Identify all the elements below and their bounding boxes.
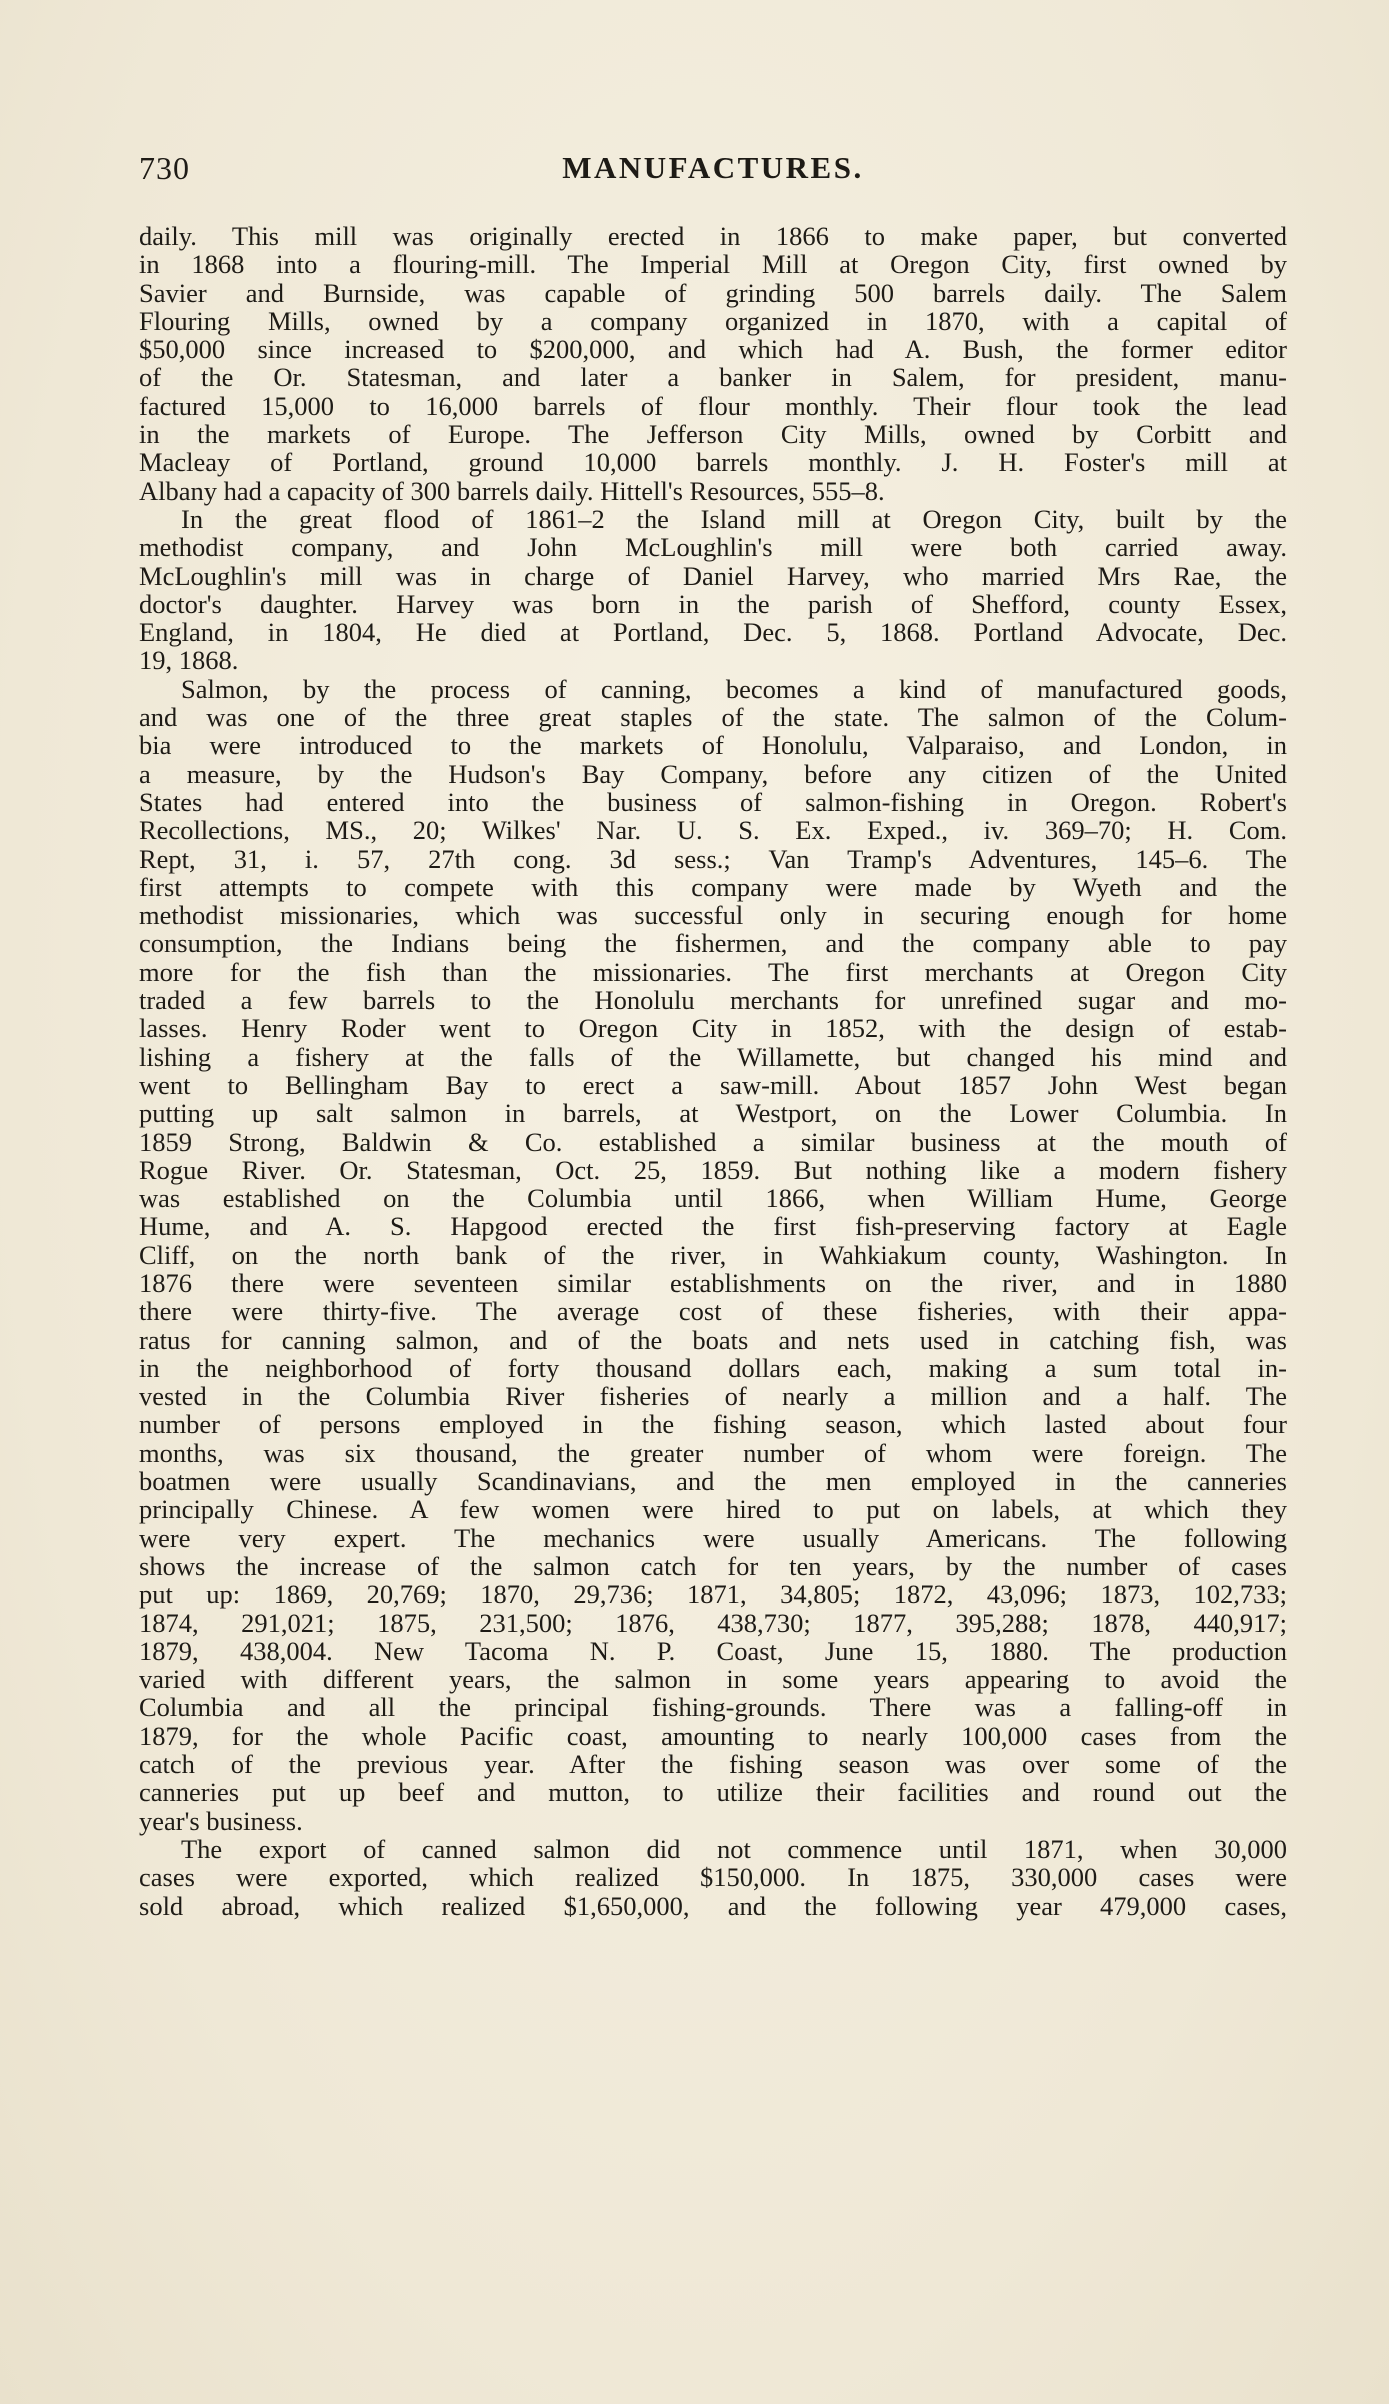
text-line: putting up salt salmon in barrels, at Westport, on the Lower Columbia. In [139, 1098, 1287, 1129]
text-line: Albany had a capacity of 300 barrels daily. Hittell's Resources, 555–8. [139, 475, 885, 506]
text-line: lishing a fishery at the falls of the Willamette, but changed his mind and [139, 1041, 1287, 1072]
text-line: 1876 there were seventeen similar establishments on the river, and in 1880 [139, 1267, 1287, 1298]
text-line: in the markets of Europe. The Jefferson City Mills, owned by Corbitt and [139, 419, 1287, 450]
text-line: $50,000 since increased to $200,000, and which had A. Bush, the former editor [139, 334, 1287, 365]
text-line: principally Chinese. A few women were hired to put on labels, at which they [139, 1494, 1287, 1525]
text-line: 1859 Strong, Baldwin & Co. established a similar business at the mouth of [139, 1126, 1287, 1157]
text-line: Flouring Mills, owned by a company organized in 1870, with a capital of [139, 305, 1287, 336]
text-line: ratus for canning salmon, and of the boats and nets used in catching fish, was [139, 1324, 1287, 1355]
text-line: cases were exported, which realized $150,000. In 1875, 330,000 cases were [139, 1862, 1287, 1893]
text-line: vested in the Columbia River fisheries of nearly a million and a half. The [139, 1381, 1287, 1412]
text-line: 1879, 438,004. New Tacoma N. P. Coast, June 15, 1880. The production [139, 1635, 1287, 1666]
text-line: McLoughlin's mill was in charge of Daniel Harvey, who married Mrs Rae, the [139, 560, 1287, 591]
text-line: Recollections, MS., 20; Wilkes' Nar. U. S. Ex. Exped., iv. 369–70; H. Com. [139, 815, 1287, 846]
text-line: States had entered into the business of salmon-fishing in Oregon. Robert's [139, 786, 1287, 817]
text-line: in 1868 into a flouring-mill. The Imperial Mill at Oregon City, first owned by [139, 249, 1287, 280]
text-line: of the Or. Statesman, and later a banker in Salem, for president, manu- [139, 362, 1287, 393]
text-line: Macleay of Portland, ground 10,000 barrels monthly. J. H. Foster's mill at [139, 447, 1287, 478]
text-line: factured 15,000 to 16,000 barrels of flour monthly. Their flour took the lead [139, 390, 1287, 421]
text-line: Salmon, by the process of canning, becomes a kind of manufactured goods, [181, 673, 1287, 704]
text-line: 1879, for the whole Pacific coast, amounting to nearly 100,000 cases from the [139, 1720, 1287, 1751]
text-line: varied with different years, the salmon in some years appearing to avoid the [139, 1664, 1287, 1695]
text-line: Columbia and all the principal fishing-grounds. There was a falling-off in [139, 1692, 1287, 1723]
text-line: 1874, 291,021; 1875, 231,500; 1876, 438,730; 1877, 395,288; 1878, 440,917; [139, 1607, 1287, 1638]
text-line: in the neighborhood of forty thousand dollars each, making a sum total in- [139, 1352, 1287, 1383]
text-line: boatmen were usually Scandinavians, and the men employed in the canneries [139, 1466, 1287, 1497]
text-line: number of persons employed in the fishing season, which lasted about four [139, 1409, 1287, 1440]
text-line: year's business. [139, 1805, 303, 1836]
text-line: a measure, by the Hudson's Bay Company, before any citizen of the United [139, 758, 1287, 789]
text-line: and was one of the three great staples of the state. The salmon of the Colum- [139, 702, 1287, 733]
text-line: Hume, and A. S. Hapgood erected the first fish-preserving factory at Eagle [139, 1211, 1287, 1242]
text-line: first attempts to compete with this company were made by Wyeth and the [139, 871, 1287, 902]
text-line: catch of the previous year. After the fishing season was over some of the [139, 1749, 1287, 1780]
text-line: shows the increase of the salmon catch for ten years, by the number of cases [139, 1550, 1287, 1581]
text-line: consumption, the Indians being the fishermen, and the company able to pay [139, 928, 1287, 959]
text-line: The export of canned salmon did not commence until 1871, when 30,000 [181, 1833, 1287, 1864]
page-header [139, 150, 1287, 200]
text-line: Rept, 31, i. 57, 27th cong. 3d sess.; Van Tramp's Adventures, 145–6. The [139, 843, 1287, 874]
text-line: bia were introduced to the markets of Honolulu, Valparaiso, and London, in [139, 730, 1287, 761]
text-line: months, was six thousand, the greater number of whom were foreign. The [139, 1437, 1287, 1468]
text-line: there were thirty-five. The average cost of these fisheries, with their appa- [139, 1296, 1287, 1327]
text-line: Cliff, on the north bank of the river, in Wahkiakum county, Washington. In [139, 1239, 1287, 1270]
text-line: canneries put up beef and mutton, to utilize their facilities and round out the [139, 1777, 1287, 1808]
text-line: lasses. Henry Roder went to Oregon City in 1852, with the design of estab- [139, 1013, 1287, 1044]
text-line: England, in 1804, He died at Portland, Dec. 5, 1868. Portland Advocate, Dec. [139, 617, 1287, 648]
text-line: methodist missionaries, which was successful only in securing enough for home [139, 900, 1287, 931]
text-line: methodist company, and John McLoughlin's mill were both carried away. [139, 532, 1287, 563]
text-line: daily. This mill was originally erected in 1866 to make paper, but converted [139, 221, 1287, 251]
running-title: MANUFACTURES. [562, 150, 864, 185]
text-line: traded a few barrels to the Honolulu merchants for unrefined sugar and mo- [139, 985, 1287, 1016]
text-line: Rogue River. Or. Statesman, Oct. 25, 1859. But nothing like a modern fishery [139, 1154, 1287, 1185]
text-line: were very expert. The mechanics were usually Americans. The following [139, 1522, 1287, 1553]
text-line: doctor's daughter. Harvey was born in the parish of Shefford, county Essex, [139, 588, 1287, 619]
text-line: Savier and Burnside, was capable of grinding 500 barrels daily. The Salem [139, 277, 1287, 308]
text-line: put up: 1869, 20,769; 1870, 29,736; 1871, 34,805; 1872, 43,096; 1873, 102,733; [139, 1579, 1287, 1610]
text-line: In the great flood of 1861–2 the Island mill at Oregon City, built by the [181, 503, 1287, 534]
text-line: was established on the Columbia until 1866, when William Hume, George [139, 1183, 1287, 1214]
page-number: 730 [139, 150, 190, 186]
text-line: sold abroad, which realized $1,650,000, and the following year 479,000 cases, [139, 1890, 1287, 1921]
text-line: 19, 1868. [139, 645, 239, 676]
body-text [139, 222, 1287, 1920]
text-line: went to Bellingham Bay to erect a saw-mill. About 1857 John West began [139, 1069, 1287, 1100]
text-line: more for the fish than the missionaries. The first merchants at Oregon City [139, 956, 1287, 987]
